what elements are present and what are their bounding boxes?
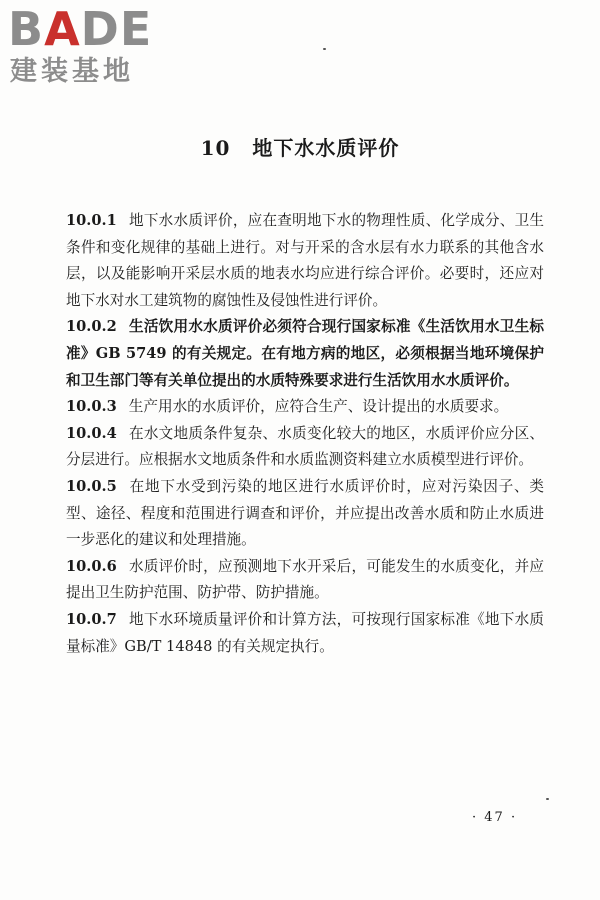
clause-10-0-1 xyxy=(66,208,544,314)
clause-number: 10.0.2 xyxy=(66,318,117,336)
clause-10-0-4 xyxy=(66,421,544,474)
logo-subtitle: 建装基地 xyxy=(10,56,134,87)
bade-logo xyxy=(8,4,178,90)
clause-text: 生产用水的水质评价，应符合生产、设计提出的水质要求。 xyxy=(128,398,509,416)
logo-letter-b: B xyxy=(8,2,45,56)
logo-letter-a: A xyxy=(44,2,81,56)
clause-10-0-6 xyxy=(66,554,544,607)
clause-text: 在地下水受到污染的地区进行水质评价时，应对污染因子、类型、途径、程度和范围进行调查和评价，并应提出改善水质和防止水质进一步恶化的建议和处理措施。 xyxy=(66,477,544,549)
chapter-title xyxy=(0,132,600,161)
clause-text: 地下水环境质量评价和计算方法，可按现行国家标准《地下水质量标准》GB/T 14848 的有关规定执行。 xyxy=(66,610,544,655)
clause-10-0-3 xyxy=(66,394,544,421)
clause-text: 在水文地质条件复杂、水质变化较大的地区，水质评价应分区、分层进行。应根据水文地质条件和水质监测资料建立水质模型进行评价。 xyxy=(66,424,544,469)
clause-number: 10.0.5 xyxy=(66,477,117,495)
clause-10-0-2 xyxy=(66,314,544,394)
clause-number: 10.0.1 xyxy=(66,212,117,229)
clause-10-0-7 xyxy=(66,607,544,660)
clause-number: 10.0.7 xyxy=(66,610,117,628)
clause-list xyxy=(66,208,544,660)
chapter-heading: 地下水水质评价 xyxy=(252,136,400,160)
clause-number: 10.0.3 xyxy=(66,398,117,416)
page-number: · 47 · xyxy=(472,810,518,825)
scan-speck xyxy=(323,48,326,50)
chapter-number: 10 xyxy=(200,136,231,160)
clause-text: 水质评价时，应预测地下水开采后，可能发生的水质变化，并应提出卫生防护范围、防护带、防护措施。 xyxy=(66,557,544,602)
clause-text: 地下水水质评价，应在查明地下水的物理性质、化学成分、卫生条件和变化规律的基础上进行。对与开采的含水层有水力联系的其他含水层，以及能影响开采层水质的地表水均应进行综合评价。必要时，还应对地下水对水工建筑物的腐蚀性及侵蚀性进行评价。 xyxy=(66,212,544,309)
clause-number: 10.0.6 xyxy=(66,557,117,575)
scan-speck xyxy=(546,798,549,800)
logo-letters-de: DE xyxy=(80,2,153,56)
clause-number: 10.0.4 xyxy=(66,424,117,442)
clause-10-0-5 xyxy=(66,474,544,554)
logo-wordmark xyxy=(8,4,152,54)
clause-text: 生活饮用水水质评价必须符合现行国家标准《生活饮用水卫生标准》GB 5749 的有关规定。在有地方病的地区，必须根据当地环境保护和卫生部门等有关单位提出的水质特殊要求进行生活饮用水水质评价。 xyxy=(66,318,544,389)
